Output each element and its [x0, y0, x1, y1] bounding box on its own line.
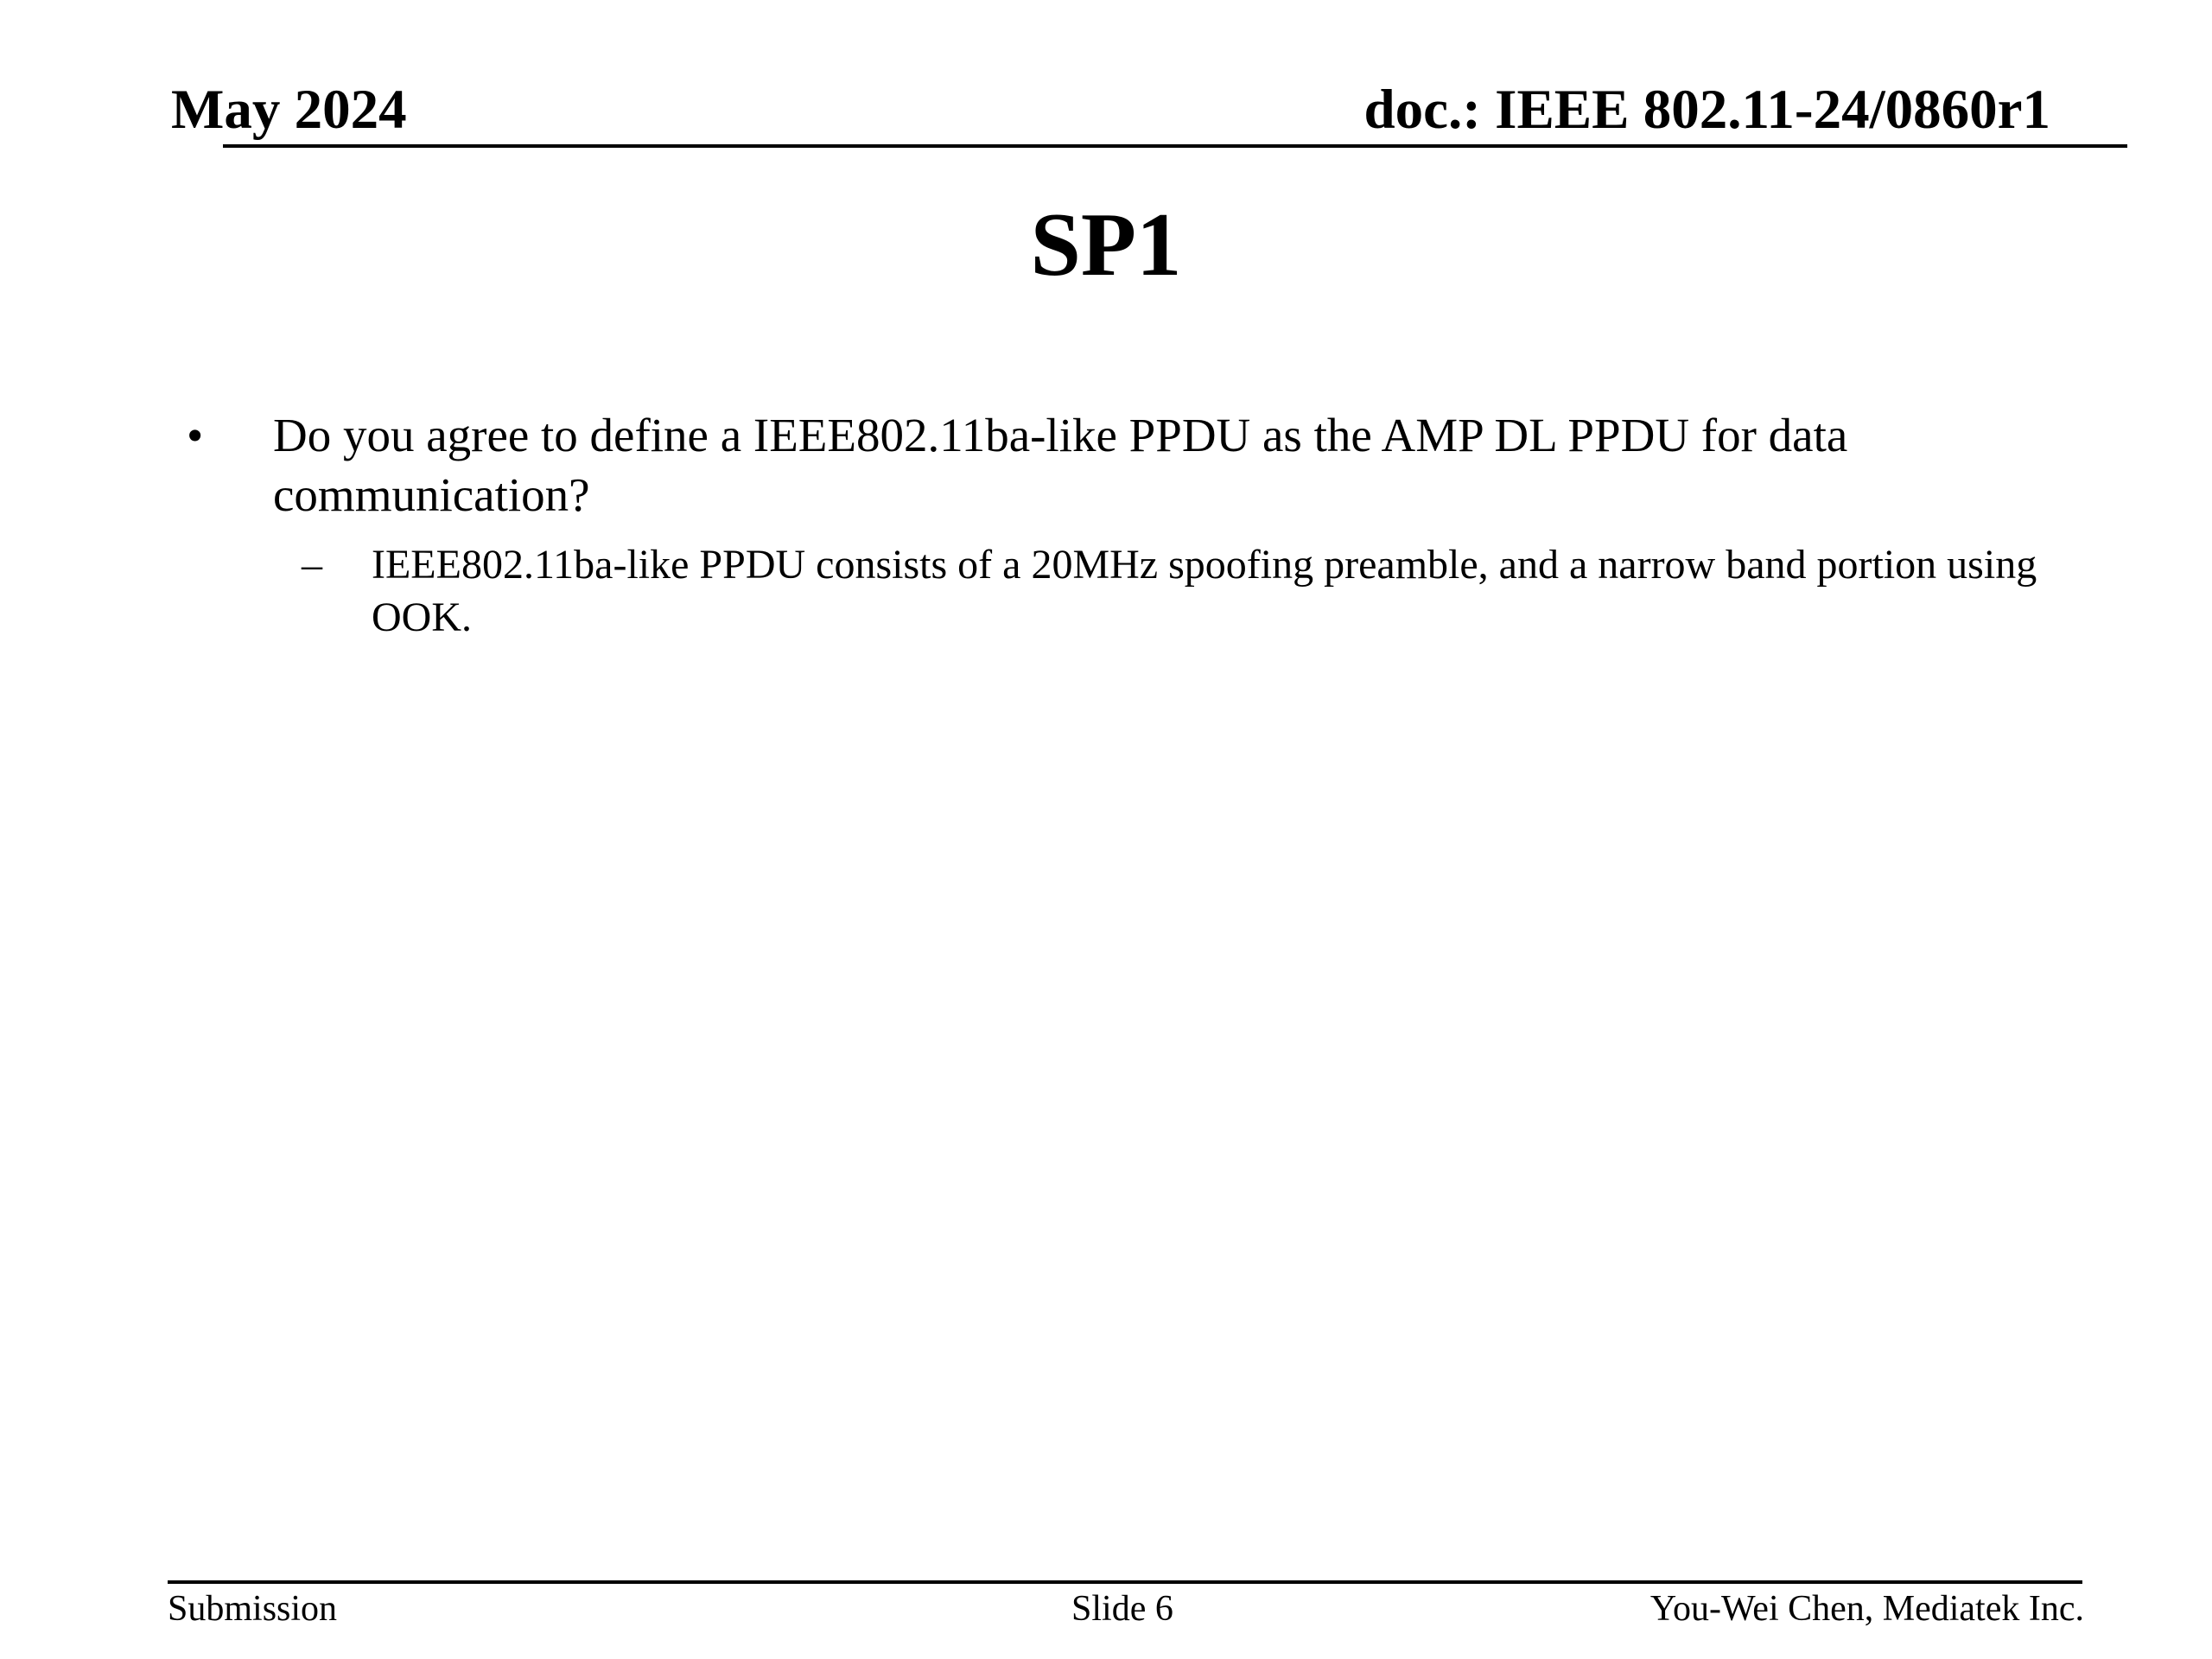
- bullet-text: Do you agree to define a IEEE802.11ba-like PPDU as the AMP DL PPDU for data communication?: [273, 409, 1848, 521]
- sub-bullet-text: IEEE802.11ba-like PPDU consists of a 20MHz spoofing preamble, and a narrow band portion using OOK.: [372, 542, 2037, 641]
- footer-divider: [168, 1580, 2082, 1584]
- sub-bullet-marker: –: [302, 542, 322, 588]
- footer-author: You-Wei Chen, Mediatek Inc.: [1649, 1589, 2084, 1629]
- slide-title: SP1: [1030, 194, 1182, 295]
- footer-submission: Submission: [168, 1589, 338, 1629]
- header-divider: [223, 144, 2127, 148]
- footer-slide-number: Slide 6: [1071, 1589, 1173, 1629]
- header-document-id: doc.: IEEE 802.11-24/0860r1: [1363, 79, 2050, 141]
- header-date: May 2024: [171, 79, 407, 141]
- bullet-marker: •: [187, 409, 204, 461]
